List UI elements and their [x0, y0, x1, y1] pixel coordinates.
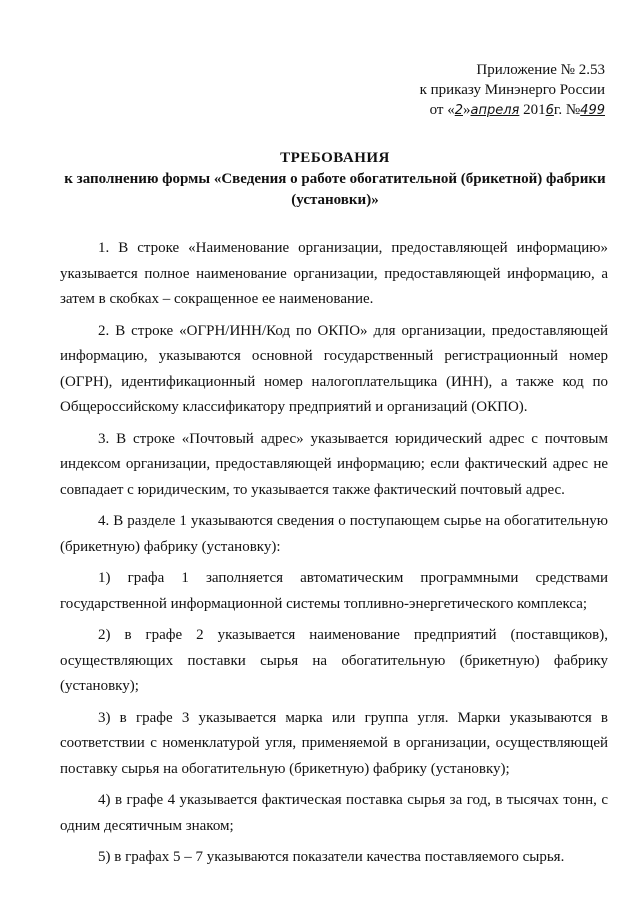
number-label: г. №: [553, 102, 581, 118]
paragraph-1: 1. В строке «Наименование организации, предоставляющей информацию» указывается полное наименование организации, предоставляющей информацию, а затем в скобках – сокращенное ее наименование.: [60, 240, 608, 307]
paragraph-4-item-3: 3) в графе 3 указывается марка или группа угля. Марки указываются в соответствии с номенклатурой угля, применяемой в организации, осуществляющей поставку сырья на обогатительную (брикетную) фабрику (установку);: [60, 709, 608, 777]
appendix-header: [380, 60, 605, 121]
handwritten-month: апреля: [470, 103, 520, 118]
document-title-block: [40, 148, 630, 211]
handwritten-day: 2: [454, 103, 463, 118]
year-prefix: 201: [519, 102, 546, 118]
paragraph-3: 3. В строке «Почтовый адрес» указывается юридический адрес с почтовым индексом организации, предоставляющей информацию; если фактический адрес не совпадает с юридическим, то указывается также фактический почтовый адрес.: [60, 430, 608, 498]
paragraph-4-item-4: 4) в графе 4 указывается фактическая поставка сырья за год, в тысячах тонн, с одним десятичным знаком;: [60, 792, 608, 834]
appendix-order-reference: к приказу Минэнерго России: [419, 82, 605, 98]
paragraph-4: 4. В разделе 1 указываются сведения о поступающем сырье на обогатительную (брикетную) фабрику (установку):: [60, 513, 608, 555]
appendix-number: Приложение № 2.53: [476, 62, 605, 78]
handwritten-order-number: 499: [580, 103, 605, 118]
date-prefix: от «: [429, 102, 455, 118]
paragraph-4-item-1: 1) графа 1 заполняется автоматическим программными средствами государственной информационной системы топливно-энергетического комплекса;: [60, 570, 608, 612]
paragraph-2: 2. В строке «ОГРН/ИНН/Код по ОКПО» для организации, предоставляющей информацию, указываются основной государственный регистрационный номер (ОГРН), идентификационный номер налогоплательщика (ИНН), а также код по Общероссийскому классификатору предприятий и организаций (ОКПО).: [60, 322, 608, 415]
paragraph-4-item-2: 2) в графе 2 указывается наименование предприятий (поставщиков), осуществляющих поставки сырья на обогатительную (брикетную) фабрику (установку);: [60, 627, 608, 694]
document-subtitle-line-1: к заполнению формы «Сведения о работе обогатительной (брикетной) фабрики: [64, 171, 606, 187]
appendix-order-date-number: [380, 100, 605, 121]
document-body: [60, 236, 608, 877]
handwritten-year-digit: 6: [545, 103, 554, 118]
paragraph-4-item-5: 5) в графах 5 – 7 указываются показатели качества поставляемого сырья.: [98, 849, 565, 865]
document-subtitle-line-2: (установки)»: [291, 192, 379, 208]
document-title: ТРЕБОВАНИЯ: [280, 150, 390, 166]
date-quote-close: »: [463, 102, 471, 118]
